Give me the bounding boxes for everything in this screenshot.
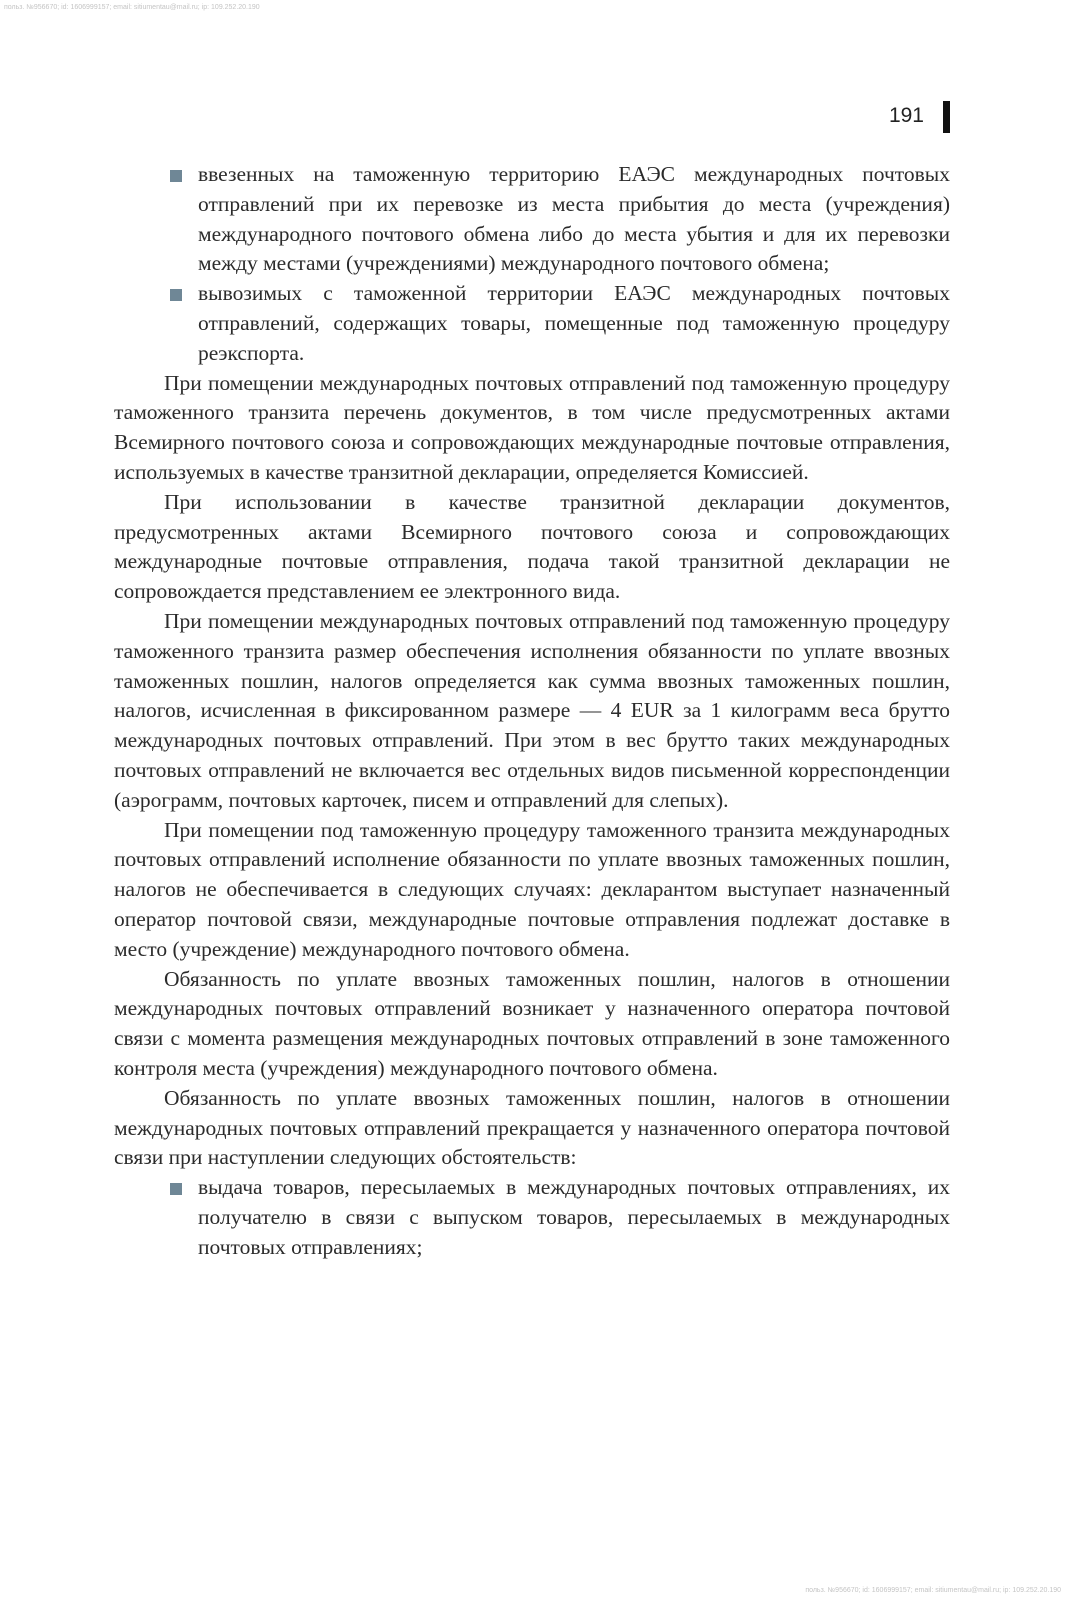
page-number-bar [943,101,950,133]
list-item-text: выдача товаров, пересылаемых в международных почтовых отправлениях, их получателю в связи с выпуском товаров, пересылаемых в международных почтовых отправлениях; [198,1175,950,1259]
watermark-bottom: польз. №956670; id: 1606999157; email: sitiumentau@mail.ru; ip: 109.252.20.190 [805,1587,1061,1594]
page-body [114,160,950,1262]
paragraph: Обязанность по уплате ввозных таможенных пошлин, налогов в отношении международных почтовых отправлений прекращается у назначенного оператора почтовой связи при наступлении следующих обстоятельств: [114,1085,950,1170]
page-number: 191 [888,104,924,127]
square-bullet-icon [170,170,182,182]
watermark-top: польз. №956670; id: 1606999157; email: sitiumentau@mail.ru; ip: 109.252.20.190 [4,4,260,11]
list-item [114,160,950,279]
list-item [114,1173,950,1262]
bullet-list-bottom [114,1173,950,1262]
list-item [114,279,950,368]
paragraph: При использовании в качестве транзитной декларации документов, предусмотренных актами Всемирного почтового союза и сопровождающих международные почтовые отправления, подача такой транзитной декларации не сопровождается представлением ее электронного вида. [114,489,950,604]
bullet-list-top [114,160,950,369]
square-bullet-icon [170,289,182,301]
paragraph: При помещении международных почтовых отправлений под таможенную процедуру таможенного транзита размер обеспечения исполнения обязанности по уплате ввозных таможенных пошлин, налогов определяется как сумма ввозных таможенных пошлин, налогов, исчисленная в фиксированном размере — 4 EUR за 1 килограмм веса брутто международных почтовых отправлений. При этом в вес брутто таких международных почтовых отправлений не включается вес отдельных видов письменной корреспонденции (аэрограмм, почтовых карточек, писем и отправлений для слепых). [114,608,950,812]
square-bullet-icon [170,1183,182,1195]
list-item-text: ввезенных на таможенную территорию ЕАЭС международных почтовых отправлений при их перевозке из места прибытия до места (учреждения) международного почтового обмена либо до места убытия и для их перевозки между местами (учреждениями) международного почтового обмена; [198,162,950,276]
paragraph: Обязанность по уплате ввозных таможенных пошлин, налогов в отношении международных почтовых отправлений возникает у назначенного оператора почтовой связи с момента размещения международных почтовых отправлений в зоне таможенного контроля места (учреждения) международного почтового обмена. [114,966,950,1080]
paragraph: При помещении под таможенную процедуру таможенного транзита международных почтовых отправлений исполнение обязанности по уплате ввозных таможенных пошлин, налогов не обеспечивается в следующих случаях: декларантом выступает назначенный оператор почтовой связи, международные почтовые отправления подлежат доставке в место (учреждение) международного почтового обмена. [114,817,950,961]
paragraph: При помещении международных почтовых отправлений под таможенную процедуру таможенного транзита перечень документов, в том числе предусмотренных актами Всемирного почтового союза и сопровождающих международные почтовые отправления, используемых в качестве транзитной декларации, определяется Комиссией. [114,370,950,484]
list-item-text: вывозимых с таможенной территории ЕАЭС международных почтовых отправлений, содержащих товары, помещенные под таможенную процедуру реэкспорта. [198,281,950,365]
